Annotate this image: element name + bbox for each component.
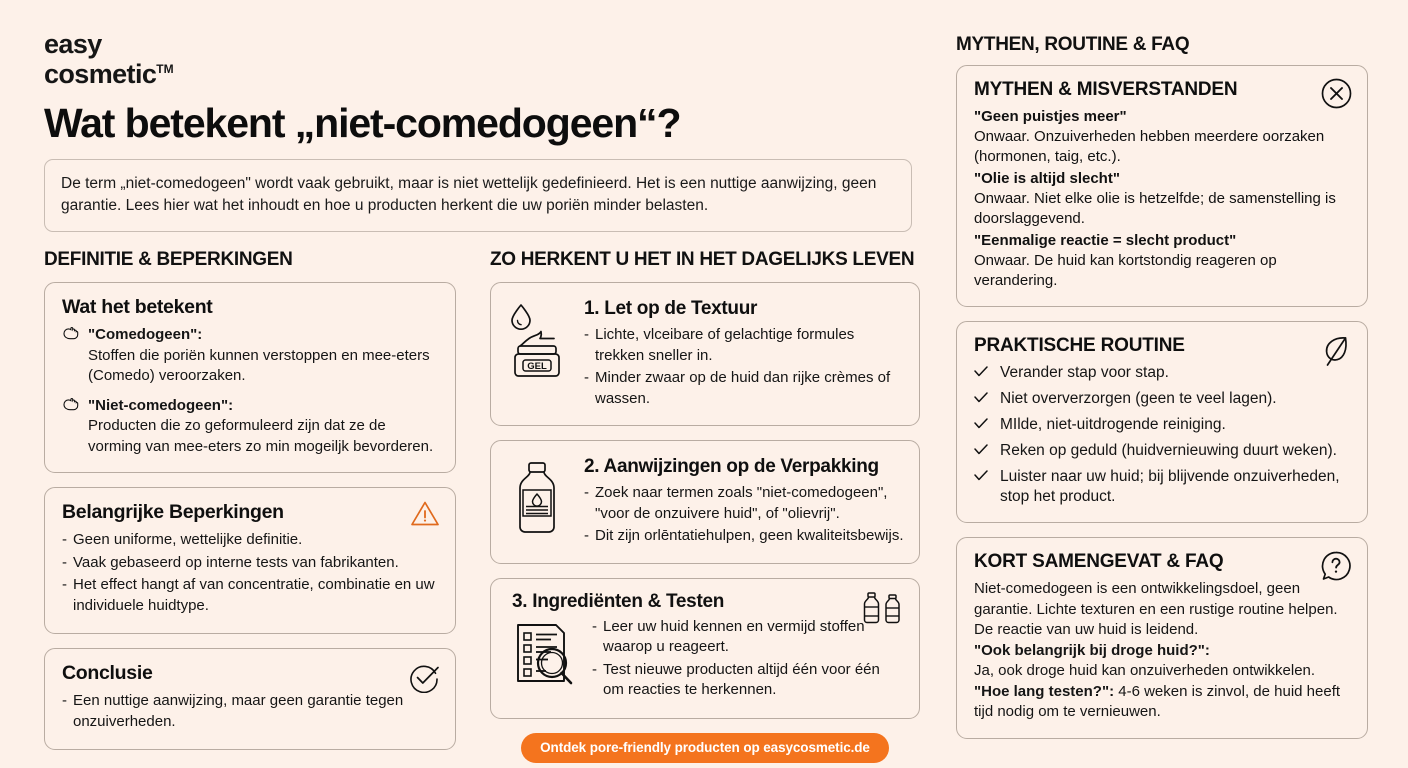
card-title: KORT SAMENGEVAT & FAQ <box>974 551 1224 572</box>
svg-text:GEL: GEL <box>527 361 547 372</box>
column-myths-routine-faq <box>956 34 1368 753</box>
warning-triangle-icon <box>410 500 440 527</box>
card-title: Conclusie <box>62 662 153 684</box>
step-body <box>592 617 902 703</box>
list-item-text: Test nieuwe producten altijd één voor één om reacties te herkennen. <box>603 660 880 698</box>
list-item: - Dit zijn orlēntatiehulpen, geen kwaliteitsbewijs. <box>584 526 904 547</box>
list-item-text: Reken op geduld (huidvernieuwing duurt weken). <box>1000 442 1337 459</box>
cta-button[interactable]: Ontdek pore-friendly producten op easycosmetic.de <box>521 733 889 763</box>
list-item <box>62 396 438 458</box>
list-item: - Test nieuwe producten altijd één voor één om reacties te herkennen. <box>592 660 902 701</box>
step-body <box>584 295 904 411</box>
myth-answer: Onwaar. Niet elke olie is hetzelfde; de samenstelling is doorslaggevend. <box>974 190 1336 227</box>
list-item: - Vaak gebaseerd op interne tests van fabrikanten. <box>62 553 438 574</box>
x-circle-icon <box>1321 78 1352 109</box>
card-routine <box>956 321 1368 523</box>
step-list <box>584 483 904 547</box>
faq-summary: Niet-comedogeen is een ontwikkelingsdoel, geen garantie. Lichte texturen en een rustige routine helpen. De reactie van uw huid is leidend. <box>974 580 1338 638</box>
checklist-magnifier-icon <box>508 617 580 691</box>
left-column-heading: DEFINITIE & BEPERKINGEN <box>44 249 293 270</box>
card-limitations <box>44 487 456 634</box>
brand-line-2: cosmetic <box>44 59 157 89</box>
list-item <box>974 389 1350 409</box>
faq-entry <box>974 682 1350 723</box>
myth-claim: "Geen puistjes meer" <box>974 108 1127 125</box>
brand-line-1: easy <box>44 29 102 59</box>
check-icon <box>974 441 989 455</box>
myth-answer: Onwaar. De huid kan kortstondig reageren op verandering. <box>974 252 1277 289</box>
leaf-icon <box>1321 334 1352 367</box>
list-item-text: Verander stap voor stap. <box>1000 364 1169 381</box>
column-recognition <box>490 249 920 764</box>
list-item-text: Leer uw huid kennen en vermijd stoffen waarop u reageert. <box>603 617 865 655</box>
myth-entry <box>974 107 1350 166</box>
step-title: 2. Aanwijzingen op de Verpakking <box>584 456 879 477</box>
faq-question: "Ook belangrijk bij droge huid?": <box>974 641 1210 659</box>
step-list <box>592 617 902 701</box>
check-icon <box>974 389 989 403</box>
myth-answer: Onwaar. Onzuiverheden hebben meerdere oorzaken (hormonen, taig, etc.). <box>974 128 1325 165</box>
card-step-1 <box>490 282 920 426</box>
check-icon <box>974 415 989 429</box>
step-body <box>584 453 904 549</box>
definition-list <box>62 325 438 457</box>
page-title: Wat betekent „niet-comedogeen“? <box>44 100 681 146</box>
step-row <box>504 295 904 411</box>
card-what-it-means <box>44 282 456 473</box>
list-item <box>974 467 1350 507</box>
card-title: Belangrijke Beperkingen <box>62 501 284 523</box>
pointing-hand-icon <box>62 325 81 387</box>
myth-entry <box>974 231 1350 290</box>
faq-question: "Hoe lang testen?": <box>974 682 1115 700</box>
conclusion-list <box>62 691 438 732</box>
list-item: - Geen uniforme, wettelijke definitie. <box>62 530 438 551</box>
myth-claim: "Olie is altijd slecht" <box>974 170 1120 187</box>
list-item-text: MIlde, niet-uitdrogende reiniging. <box>1000 416 1226 433</box>
step-title: 3. Ingrediënten & Testen <box>512 590 725 612</box>
definition-term: "Comedogeen": <box>88 326 203 343</box>
definition-term: "Niet-comedogeen": <box>88 396 234 414</box>
card-title: Wat het betekent <box>62 296 213 318</box>
list-item-text: Een nuttige aanwijzing, maar geen garantie tegen onzuiverheden. <box>73 692 404 730</box>
myth-entry <box>974 169 1350 228</box>
faq-answer: 4-6 weken is zinvol, de huid heeft tijd nodig om te vernieuwen. <box>974 682 1341 720</box>
column-definition <box>44 249 456 764</box>
right-column-heading: MYTHEN, ROUTINE & FAQ <box>956 34 1190 55</box>
list-item-text: Het effect hangt af van concentratie, combinatie en uw individuele huidtype. <box>73 576 435 614</box>
list-item-text: Geen uniforme, wettelijke definitie. <box>73 531 303 548</box>
check-circle-icon <box>408 661 440 693</box>
list-item: - Minder zwaar op de huid dan rijke crèmes of wassen. <box>584 368 904 409</box>
step-list <box>584 325 904 409</box>
list-item-text: Dit zijn orlēntatiehulpen, geen kwaliteitsbewijs. <box>595 527 904 544</box>
definition-desc: Stoffen die poriën kunnen verstoppen en mee-eters (Comedo) veroorzaken. <box>88 346 430 384</box>
list-item: - Leer uw huid kennen en vermijd stoffen waarop u reageert. <box>592 617 902 658</box>
list-item <box>974 415 1350 435</box>
two-bottles-icon <box>862 591 904 625</box>
card-step-3 <box>490 578 920 719</box>
faq-entry <box>974 641 1350 682</box>
faq-answer: Ja, ook droge huid kan onzuiverheden ontwikkelen. <box>974 662 1316 679</box>
limitations-list <box>62 530 438 616</box>
middle-column-heading: ZO HERKENT U HET IN HET DAGELIJKS LEVEN <box>490 249 915 270</box>
list-item-text: Luister naar uw huid; bij blijvende onzuiverheden, stop het product. <box>1000 468 1340 505</box>
list-item: - Het effect hangt af van concentratie, combinatie en uw individuele huidtype. <box>62 575 438 616</box>
card-conclusion <box>44 648 456 750</box>
card-step-2 <box>490 440 920 564</box>
list-item-text: Niet oververzorgen (geen te veel lagen). <box>1000 390 1277 407</box>
list-item-text: Zoek naar termen zoals "niet-comedogeen", "voor de onzuivere huid", of "olievrij". <box>595 484 888 522</box>
list-item-text: Minder zwaar op de huid dan rijke crèmes of wassen. <box>595 369 891 407</box>
check-icon <box>974 467 989 481</box>
list-item: - Lichte, vlceibare of gelachtige formules trekken sneller in. <box>584 325 904 366</box>
card-title: MYTHEN & MISVERSTANDEN <box>974 79 1238 100</box>
check-icon <box>974 363 989 377</box>
list-item <box>974 363 1350 383</box>
list-item: - Zoek naar termen zoals "niet-comedogeen", "voor de onzuivere huid", of "olievrij". <box>584 483 904 524</box>
step-row <box>504 453 904 549</box>
routine-list <box>974 363 1350 507</box>
list-item-text: Vaak gebaseerd op interne tests van fabrikanten. <box>73 553 399 571</box>
card-myths <box>956 65 1368 307</box>
intro-box: De term „niet-comedogeen" wordt vaak gebruikt, maar is niet wettelijk gedefinieerd. Het is een nuttige aanwijzing, geen garantie. Lees hier wat het inhoudt en hoe u producten herkent die uw poriën minder belasten. <box>44 159 912 232</box>
definition-desc: Producten die zo geformuleerd zijn dat ze de vorming van mee-eters zo min mogeiljk bevorderen. <box>88 417 434 455</box>
gel-jar-icon <box>504 295 570 379</box>
list-item <box>974 441 1350 461</box>
myth-claim: "Eenmalige reactie = slecht product" <box>974 232 1237 249</box>
bottle-icon <box>504 453 570 539</box>
list-item: - Een nuttige aanwijzing, maar geen garantie tegen onzuiverheden. <box>62 691 438 732</box>
pointing-hand-icon <box>62 396 81 458</box>
cta-container <box>490 733 920 763</box>
step-title: 1. Let op de Textuur <box>584 298 758 319</box>
card-title: PRAKTISCHE ROUTINE <box>974 335 1185 356</box>
step-row <box>508 617 902 703</box>
list-item-text: Lichte, vlceibare of gelachtige formules trekken sneller in. <box>595 326 855 364</box>
card-faq <box>956 537 1368 739</box>
list-item <box>62 325 438 387</box>
trademark-symbol: TM <box>156 62 174 76</box>
question-bubble-icon <box>1320 550 1352 583</box>
